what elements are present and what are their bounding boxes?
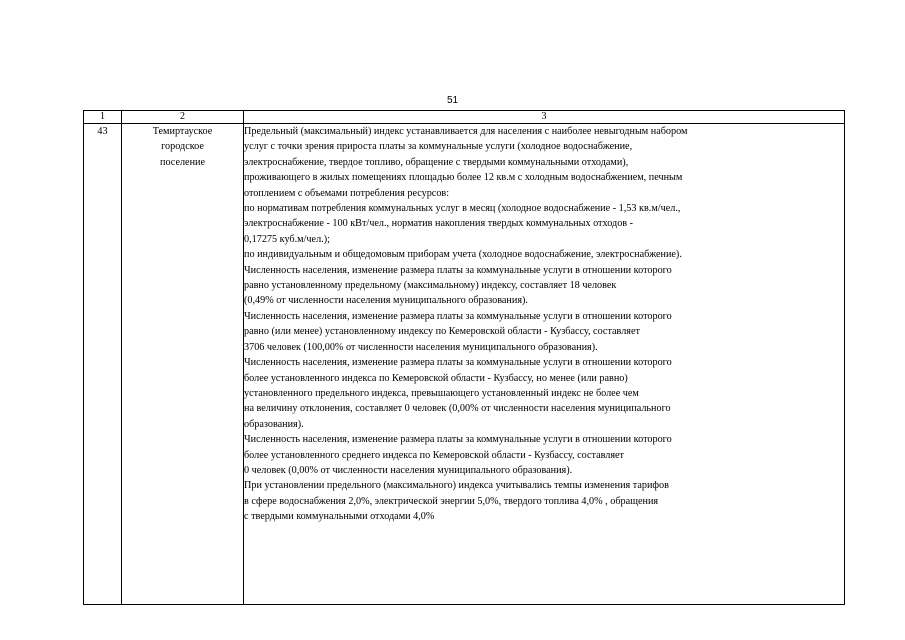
description-line: Численность населения, изменение размера платы за коммунальные услуги в отношении которого [244, 264, 672, 276]
table-row [84, 124, 845, 605]
description-cell [244, 124, 845, 605]
description-line: 0,17275 куб.м/чел.); [244, 233, 330, 245]
municipality-name-line: городское [161, 141, 204, 153]
description-line: на величину отклонения, составляет 0 человек (0,00% от численности населения муниципального [244, 403, 671, 415]
description-line: отоплением с объемами потребления ресурсов: [244, 187, 450, 199]
description-line: более установленного среднего индекса по Кемеровской области - Кузбассу, составляет [244, 449, 625, 461]
municipality-name-line: поселение [160, 156, 205, 168]
description-line: Численность населения, изменение размера платы за коммунальные услуги в отношении которого [244, 357, 672, 369]
document-table [83, 110, 845, 605]
description-line: 0 человек (0,00% от численности населения муниципального образования). [244, 464, 573, 476]
description-line: Численность населения, изменение размера платы за коммунальные услуги в отношении которого [244, 310, 672, 322]
description-line: по индивидуальным и общедомовым приборам учета (холодное водоснабжение, электроснабжение). [244, 249, 682, 261]
municipality-name-line: Темиртауское [152, 126, 213, 137]
description-line: по нормативам потребления коммунальных услуг в месяц (холодное водоснабжение - 1,53 кв.м/чел., [244, 203, 681, 215]
column-header-3: 3 [244, 111, 845, 124]
description-line: При установлении предельного (максимального) индекса учитывались темпы изменения тарифов [244, 480, 669, 492]
column-header-2: 2 [122, 111, 244, 124]
description-line: электроснабжение - 100 кВт/чел., норматив накопления твердых коммунальных отходов - [244, 218, 634, 230]
description-line: в сфере водоснабжения 2,0%, электрической энергии 5,0%, твердого топлива 4,0% , обращения [244, 495, 659, 507]
column-header-1: 1 [84, 111, 122, 124]
description-line: услуг с точки зрения прироста платы за коммунальные услуги (холодное водоснабжение, [244, 141, 633, 153]
description-line: установленного предельного индекса, превышающего установленный индекс не более чем [244, 387, 639, 399]
description-line: равно установленному предельному (максимальному) индексу, составляет 18 человек [244, 280, 617, 292]
description-line: более установленного индекса по Кемеровской области - Кузбассу, но менее (или равно) [244, 372, 628, 384]
description-line: электроснабжение, твердое топливо, обращение с твердыми коммунальными отходами), [244, 156, 629, 168]
row-number-cell: 43 [84, 124, 122, 605]
description-line: проживающего в жилых помещениях площадью более 12 кв.м с холодным водоснабжением, печным [244, 172, 683, 184]
description-line: Предельный (максимальный) индекс устанавливается для населения с наиболее невыгодным набором [244, 126, 688, 137]
municipality-name-cell [122, 124, 244, 605]
description-line: 3706 человек (100,00% от численности населения муниципального образования). [244, 341, 598, 353]
description-line: Численность населения, изменение размера платы за коммунальные услуги в отношении которого [244, 434, 672, 446]
table-header-row [84, 111, 845, 124]
page-number: 51 [446, 95, 459, 106]
description-line: равно (или менее) установленному индексу по Кемеровской области - Кузбассу, составляет [244, 326, 640, 338]
description-line: (0,49% от численности населения муниципального образования). [244, 295, 528, 307]
description-line: образования). [244, 418, 304, 430]
description-line: с твердыми коммунальными отходами 4,0% [244, 511, 435, 523]
